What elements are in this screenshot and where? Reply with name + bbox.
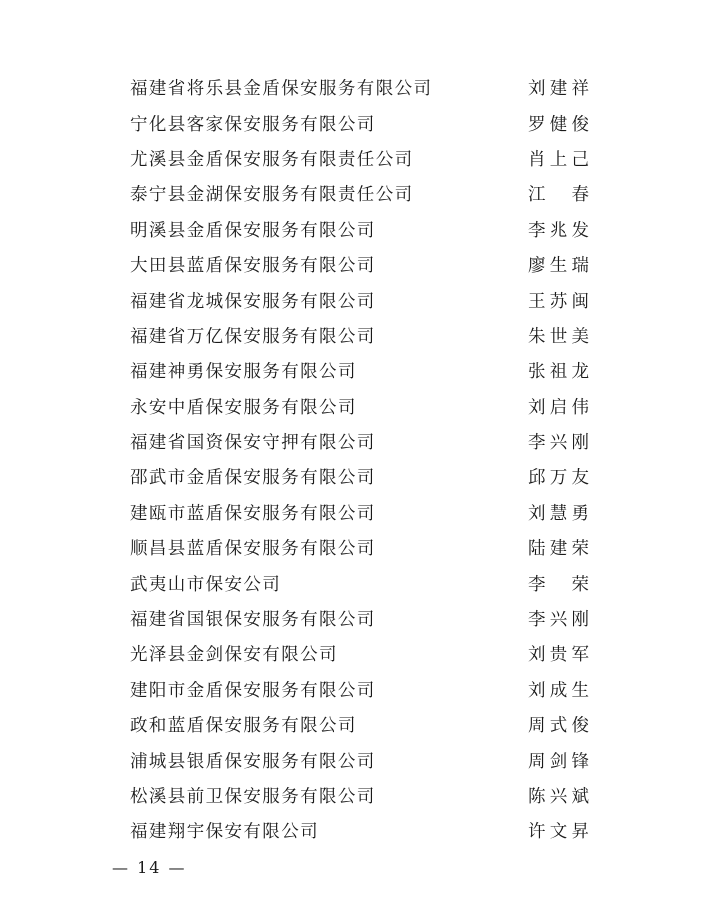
company-list xyxy=(130,70,590,849)
company-name: 福建省将乐县金盾保安服务有限公司 xyxy=(130,79,433,100)
person-name: 周剑锋 xyxy=(528,751,590,772)
person-name: 刘建祥 xyxy=(528,79,590,100)
person-name: 李兆发 xyxy=(528,220,590,241)
person-name: 王苏闽 xyxy=(528,291,590,312)
list-row xyxy=(130,813,590,848)
company-name: 福建翔宇保安有限公司 xyxy=(130,822,319,843)
person-name: 肖上己 xyxy=(528,149,590,170)
list-row xyxy=(130,601,590,636)
person-name: 江 春 xyxy=(528,185,590,206)
person-name: 朱世美 xyxy=(528,326,590,347)
company-name: 福建省龙城保安服务有限公司 xyxy=(130,291,376,312)
company-name: 建瓯市蓝盾保安服务有限公司 xyxy=(130,503,376,524)
person-name: 刘启伟 xyxy=(528,397,590,418)
list-row xyxy=(130,105,590,140)
list-row xyxy=(130,70,590,105)
person-name: 周式俊 xyxy=(528,716,590,737)
list-row xyxy=(130,282,590,317)
person-name: 刘贵军 xyxy=(528,645,590,666)
person-name: 李兴刚 xyxy=(528,610,590,631)
company-name: 宁化县客家保安服务有限公司 xyxy=(130,114,376,135)
list-row xyxy=(130,318,590,353)
person-name: 刘成生 xyxy=(528,680,590,701)
person-name: 邱万友 xyxy=(528,468,590,489)
list-row xyxy=(130,141,590,176)
list-row xyxy=(130,389,590,424)
company-name: 武夷山市保安公司 xyxy=(130,574,282,595)
person-name: 李 荣 xyxy=(528,574,590,595)
person-name: 刘慧勇 xyxy=(528,503,590,524)
person-name: 张祖龙 xyxy=(528,362,590,383)
company-name: 永安中盾保安服务有限公司 xyxy=(130,397,357,418)
list-row xyxy=(130,424,590,459)
company-name: 政和蓝盾保安服务有限公司 xyxy=(130,716,357,737)
person-name: 陈兴斌 xyxy=(528,787,590,807)
page-number: — 14 — xyxy=(112,858,187,877)
company-name: 建阳市金盾保安服务有限公司 xyxy=(130,680,376,701)
list-row xyxy=(130,742,590,777)
person-name: 许文昇 xyxy=(528,822,590,843)
list-row xyxy=(130,459,590,494)
company-name: 浦城县银盾保安服务有限公司 xyxy=(130,751,376,772)
list-row xyxy=(130,176,590,211)
company-name: 福建省国银保安服务有限公司 xyxy=(130,610,376,631)
list-row xyxy=(130,636,590,671)
list-row xyxy=(130,778,590,813)
list-row xyxy=(130,565,590,600)
list-row xyxy=(130,247,590,282)
list-row xyxy=(130,707,590,742)
person-name: 罗健俊 xyxy=(528,114,590,135)
company-name: 福建神勇保安服务有限公司 xyxy=(130,362,357,383)
list-row xyxy=(130,495,590,530)
list-row xyxy=(130,530,590,565)
company-name: 尤溪县金盾保安服务有限责任公司 xyxy=(130,149,414,170)
company-name: 顺昌县蓝盾保安服务有限公司 xyxy=(130,539,376,560)
person-name: 陆建荣 xyxy=(528,539,590,560)
list-row xyxy=(130,353,590,388)
person-name: 李兴刚 xyxy=(528,433,590,454)
company-name: 福建省国资保安守押有限公司 xyxy=(130,433,376,454)
company-name: 福建省万亿保安服务有限公司 xyxy=(130,326,376,347)
company-name: 明溪县金盾保安服务有限公司 xyxy=(130,220,376,241)
company-name: 大田县蓝盾保安服务有限公司 xyxy=(130,256,376,277)
company-name: 光泽县金剑保安有限公司 xyxy=(130,645,338,666)
company-name: 松溪县前卫保安服务有限公司 xyxy=(130,787,376,807)
list-row xyxy=(130,212,590,247)
company-name: 泰宁县金湖保安服务有限责任公司 xyxy=(130,185,414,206)
list-row xyxy=(130,672,590,707)
company-name: 邵武市金盾保安服务有限公司 xyxy=(130,468,376,489)
person-name: 廖生瑞 xyxy=(528,256,590,277)
